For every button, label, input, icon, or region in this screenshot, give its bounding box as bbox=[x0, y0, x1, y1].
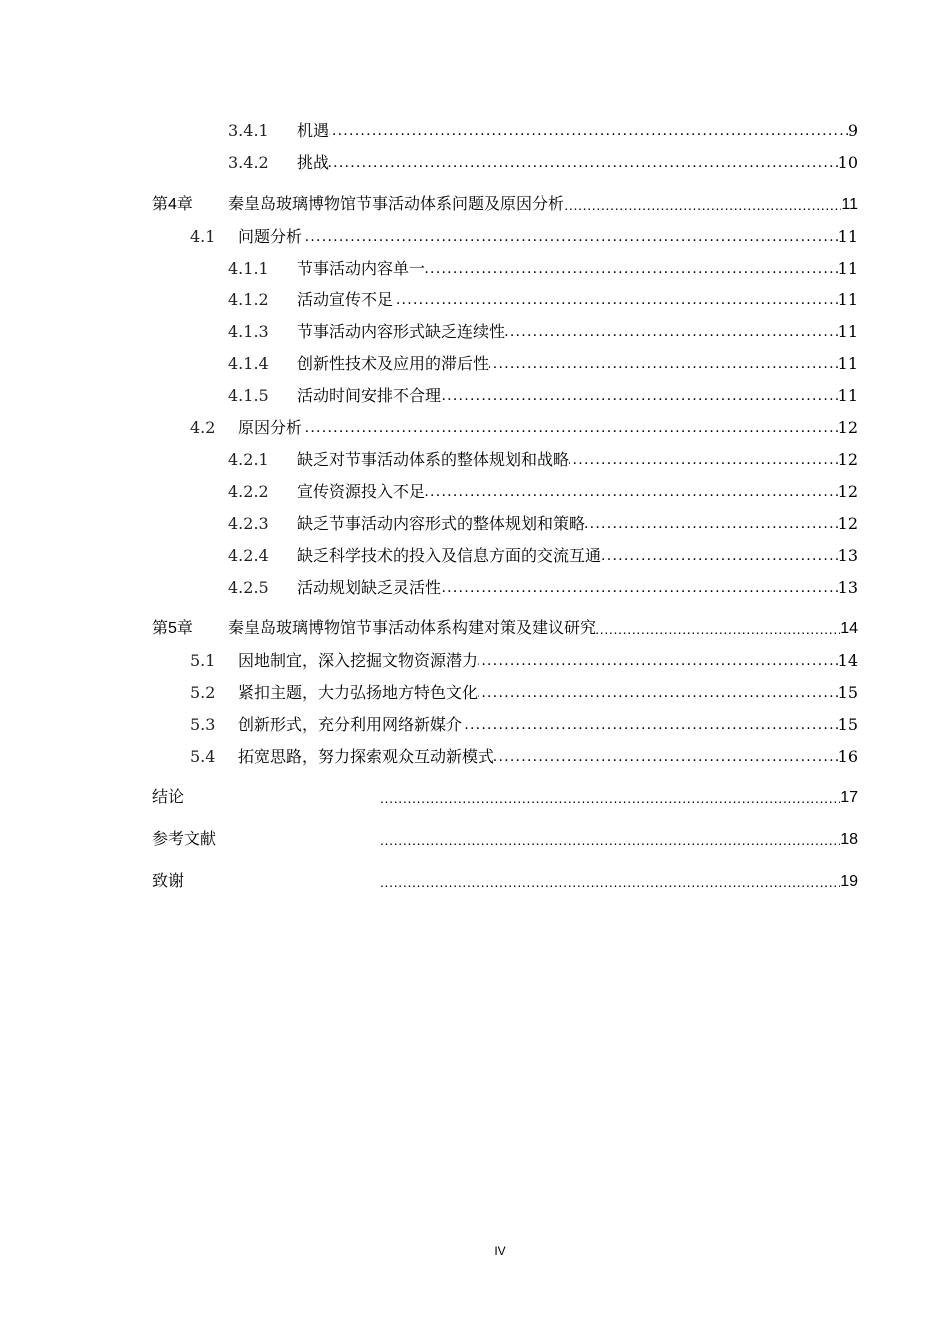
toc-entry-title: 原因分析 bbox=[238, 418, 303, 437]
toc-entry-number: 4.2.4 bbox=[228, 546, 269, 565]
dot-leader bbox=[425, 481, 838, 503]
dot-leader bbox=[329, 120, 848, 142]
dot-leader bbox=[216, 829, 840, 851]
toc-entry[interactable] bbox=[228, 513, 858, 535]
toc-entry-number: 4.1 bbox=[190, 227, 216, 246]
toc-entry-title: 活动宣传不足 bbox=[297, 290, 394, 309]
toc-entry-title: 活动时间安排不合理 bbox=[297, 386, 442, 405]
toc-entry-number: 4.2.1 bbox=[228, 450, 269, 469]
toc-entry-page: 11 bbox=[837, 290, 858, 309]
toc-entry-number: 5.2 bbox=[190, 683, 216, 702]
toc-entry-title: 问题分析 bbox=[238, 227, 303, 246]
toc-entry-number: 4.1.1 bbox=[228, 259, 269, 278]
toc-entry[interactable] bbox=[228, 481, 858, 503]
toc-entry[interactable] bbox=[228, 545, 858, 567]
toc-entry-title: 因地制宜，深入挖掘文物资源潜力 bbox=[238, 651, 479, 670]
toc-entry-number: 第4章 bbox=[152, 196, 193, 213]
toc-entry[interactable] bbox=[190, 746, 858, 768]
toc-entry[interactable] bbox=[228, 120, 858, 142]
toc-entry-page: 12 bbox=[837, 450, 858, 469]
toc-entry[interactable] bbox=[190, 650, 858, 672]
toc-entry-number: 4.2 bbox=[190, 418, 216, 437]
toc-entry[interactable] bbox=[152, 194, 858, 216]
dot-leader bbox=[564, 194, 841, 216]
toc-entry-page: 11 bbox=[837, 227, 858, 246]
dot-leader bbox=[569, 449, 838, 471]
toc-entry-title: 参考文献 bbox=[152, 831, 217, 848]
dot-leader bbox=[302, 226, 838, 248]
toc-entry-page: 17 bbox=[840, 789, 858, 806]
toc-entry-title: 节事活动内容单一 bbox=[297, 259, 426, 278]
toc-entry[interactable] bbox=[228, 577, 858, 599]
toc-entry-page: 11 bbox=[837, 354, 858, 373]
toc-entry-page: 12 bbox=[837, 514, 858, 533]
toc-entry[interactable] bbox=[228, 449, 858, 471]
toc-entry-page: 9 bbox=[847, 121, 858, 140]
toc-entry-number: 5.1 bbox=[190, 651, 216, 670]
toc-entry-page: 14 bbox=[840, 620, 858, 637]
toc-entry-number: 第5章 bbox=[152, 620, 193, 637]
toc-entry-title: 秦皇岛玻璃博物馆节事活动体系问题及原因分析 bbox=[228, 196, 565, 213]
toc-entry-title: 秦皇岛玻璃博物馆节事活动体系构建对策及建议研究 bbox=[228, 620, 597, 637]
toc-entry-page: 14 bbox=[837, 651, 858, 670]
toc-entry[interactable] bbox=[190, 417, 858, 439]
toc-entry-page: 11 bbox=[837, 386, 858, 405]
dot-leader bbox=[489, 353, 838, 375]
page-number: IV bbox=[494, 1244, 506, 1258]
toc-entry-page: 19 bbox=[840, 873, 858, 890]
dot-leader bbox=[184, 787, 840, 809]
toc-entry[interactable] bbox=[190, 682, 858, 704]
dot-leader bbox=[425, 258, 838, 280]
toc-entry-title: 活动规划缺乏灵活性 bbox=[297, 578, 442, 597]
dot-leader bbox=[462, 714, 838, 736]
toc-entry-number: 4.1.2 bbox=[228, 290, 269, 309]
toc-entry-title: 宣传资源投入不足 bbox=[297, 482, 426, 501]
toc-entry-title: 拓宽思路，努力探索观众互动新模式 bbox=[238, 747, 495, 766]
toc-entry[interactable] bbox=[152, 787, 858, 809]
toc-entry-page: 15 bbox=[837, 683, 858, 702]
toc-entry-title: 结论 bbox=[152, 789, 185, 806]
toc-entry-number: 4.2.5 bbox=[228, 578, 269, 597]
toc-entry-title: 创新性技术及应用的滞后性 bbox=[297, 354, 490, 373]
toc-entry-title: 缺乏科学技术的投入及信息方面的交流互通 bbox=[297, 546, 602, 565]
toc-entry-number: 4.1.5 bbox=[228, 386, 269, 405]
toc-entry-number: 3.4.2 bbox=[228, 153, 269, 172]
dot-leader bbox=[478, 682, 838, 704]
dot-leader bbox=[184, 871, 840, 893]
toc-entry[interactable] bbox=[228, 289, 858, 311]
dot-leader bbox=[505, 321, 838, 343]
toc-entry-title: 紧扣主题，大力弘扬地方特色文化 bbox=[238, 683, 479, 702]
toc-entry[interactable] bbox=[152, 829, 858, 851]
dot-leader bbox=[601, 545, 838, 567]
toc-entry-title: 创新形式，充分利用网络新媒介 bbox=[238, 715, 463, 734]
toc-entry[interactable] bbox=[228, 152, 858, 174]
toc-entry[interactable] bbox=[190, 714, 858, 736]
toc-entry-page: 15 bbox=[837, 715, 858, 734]
toc-entry-page: 11 bbox=[837, 259, 858, 278]
toc-entry-number: 4.1.4 bbox=[228, 354, 269, 373]
dot-leader bbox=[441, 577, 838, 599]
toc-entry-page: 11 bbox=[837, 322, 858, 341]
toc-entry-page: 13 bbox=[837, 578, 858, 597]
toc-entry-page: 11 bbox=[841, 196, 858, 213]
dot-leader bbox=[494, 746, 838, 768]
toc-entry[interactable] bbox=[228, 321, 858, 343]
toc-entry-page: 13 bbox=[837, 546, 858, 565]
toc-entry[interactable] bbox=[152, 618, 858, 640]
toc-entry[interactable] bbox=[190, 226, 858, 248]
toc-entry-page: 12 bbox=[837, 418, 858, 437]
toc-entry-page: 12 bbox=[837, 482, 858, 501]
dot-leader bbox=[478, 650, 838, 672]
toc-entry-number: 4.2.2 bbox=[228, 482, 269, 501]
toc-entry-title: 缺乏节事活动内容形式的整体规划和策略 bbox=[297, 514, 586, 533]
dot-leader bbox=[441, 385, 838, 407]
toc-entry-number: 3.4.1 bbox=[228, 121, 269, 140]
toc-entry-number: 5.4 bbox=[190, 747, 216, 766]
dot-leader bbox=[596, 618, 840, 640]
dot-leader bbox=[585, 513, 838, 535]
toc-entry[interactable] bbox=[152, 871, 858, 893]
dot-leader bbox=[393, 289, 838, 311]
toc-entry[interactable] bbox=[228, 385, 858, 407]
toc-entry-number: 4.2.3 bbox=[228, 514, 269, 533]
toc-entry-title: 节事活动内容形式缺乏连续性 bbox=[297, 322, 506, 341]
toc-entry-title: 致谢 bbox=[152, 873, 185, 890]
toc-entry-title: 缺乏对节事活动体系的整体规划和战略 bbox=[297, 450, 570, 469]
toc-entry-title: 挑战 bbox=[297, 153, 330, 172]
toc-entry-title: 机遇 bbox=[297, 121, 330, 140]
toc-entry-page: 18 bbox=[840, 831, 858, 848]
toc-entry-number: 5.3 bbox=[190, 715, 216, 734]
toc-entry-page: 16 bbox=[837, 747, 858, 766]
toc-entry-number: 4.1.3 bbox=[228, 322, 269, 341]
toc-entry[interactable] bbox=[228, 258, 858, 280]
toc-entry[interactable] bbox=[228, 353, 858, 375]
toc-entry-page: 10 bbox=[837, 153, 858, 172]
dot-leader bbox=[302, 417, 838, 439]
dot-leader bbox=[329, 152, 838, 174]
